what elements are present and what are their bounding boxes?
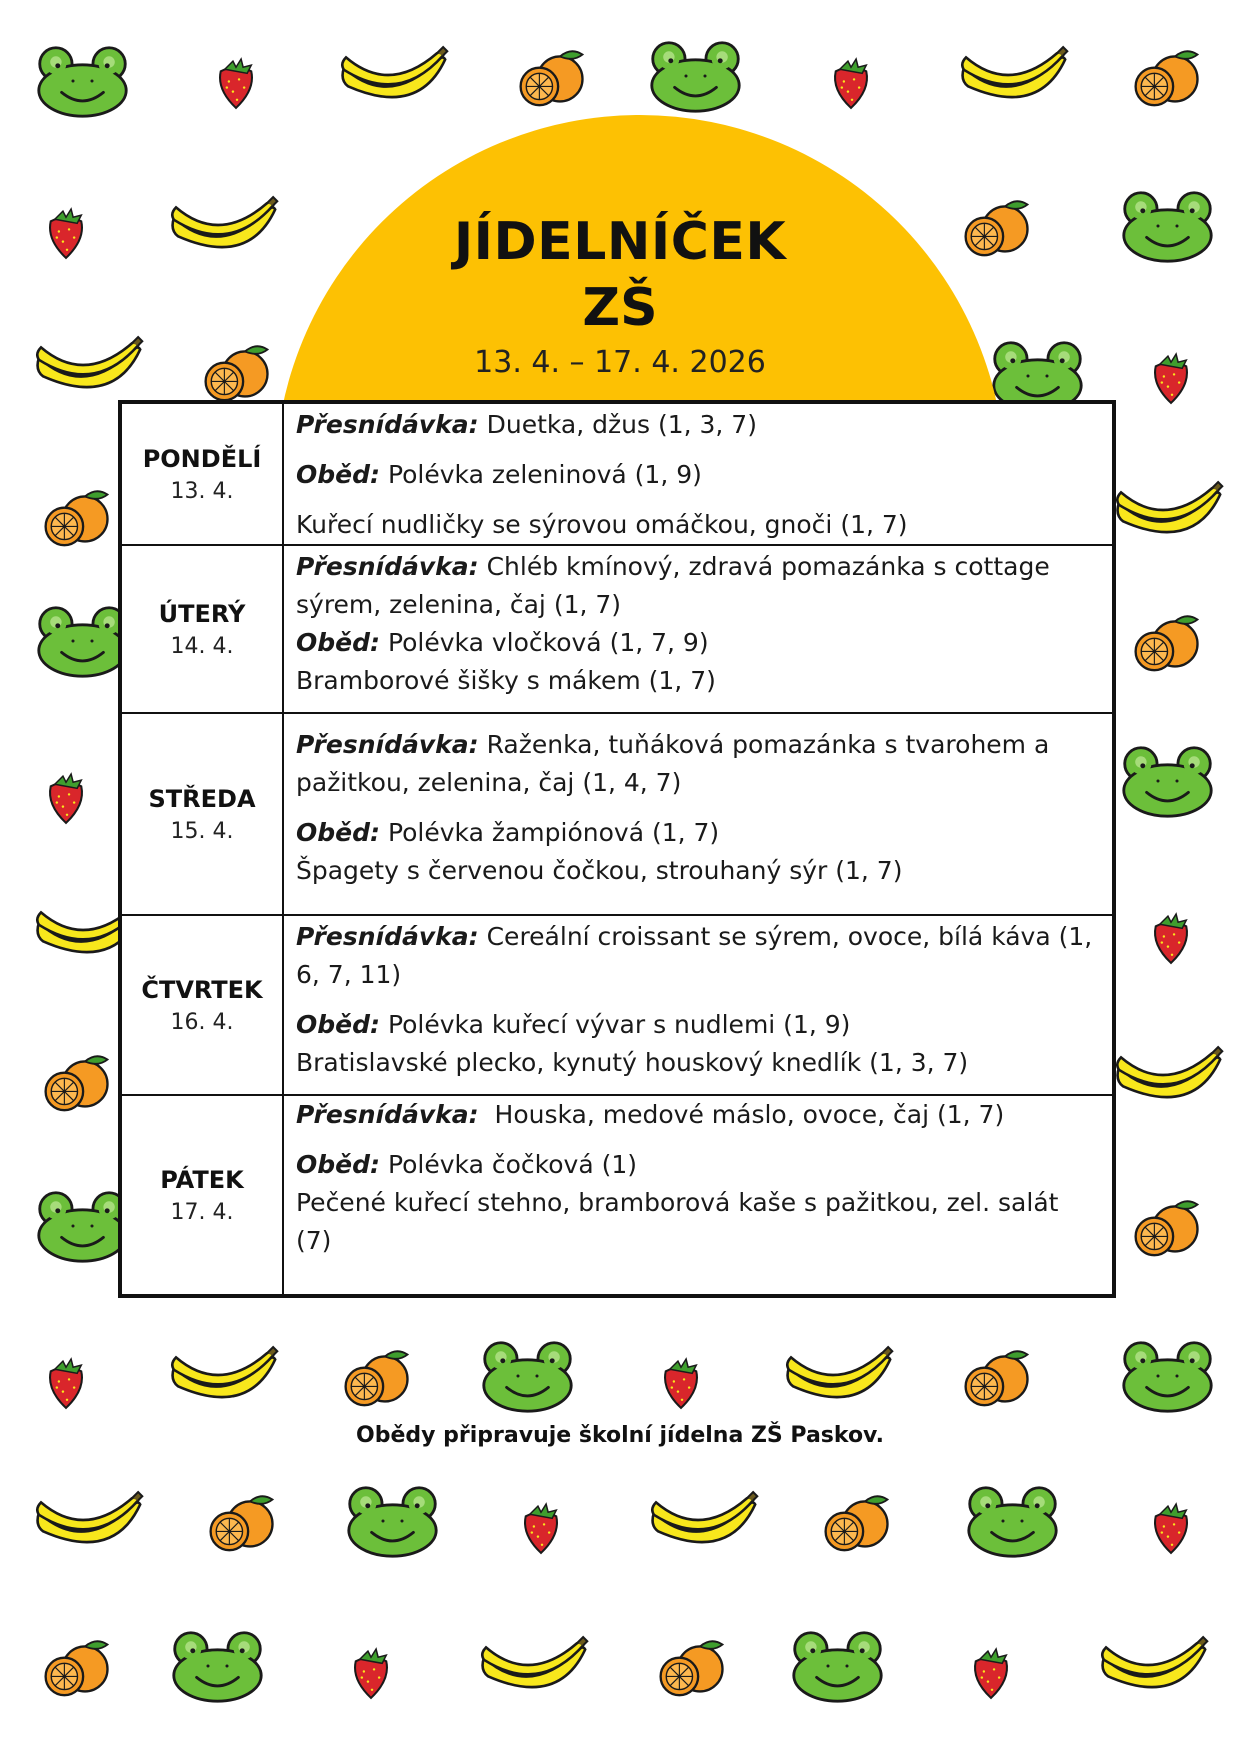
- meal-cell: [296, 1096, 1100, 1260]
- strawberry-icon: [965, 1645, 1017, 1701]
- strawberry-icon: [1145, 1500, 1197, 1556]
- banana-icon: [30, 1490, 145, 1552]
- lunch-line: [296, 1006, 1100, 1044]
- meal-cell: [296, 918, 1100, 1082]
- orange-icon: [340, 1345, 415, 1411]
- banana-icon: [1095, 1635, 1210, 1697]
- meal-cell: [296, 406, 1100, 544]
- main-dish: Bramborové šišky s mákem (1, 7): [296, 666, 716, 695]
- day-date: 14. 4.: [170, 633, 234, 659]
- soup-text: Polévka zeleninová (1, 9): [380, 460, 702, 489]
- snack-line: [296, 548, 1100, 624]
- day-cell: [122, 916, 284, 1094]
- day-name: STŘEDA: [148, 784, 256, 813]
- day-cell: [122, 546, 284, 712]
- main-dish: Kuřecí nudličky se sýrovou omáčkou, gnoči (1, 7): [296, 510, 908, 539]
- banana-icon: [1110, 1045, 1225, 1107]
- lunch-line: [296, 814, 1100, 852]
- snack-text: Cereální croissant se sýrem, ovoce, bílá káva (1, 6, 7, 11): [296, 922, 1093, 989]
- banana-icon: [475, 1635, 590, 1697]
- banana-icon: [955, 45, 1070, 107]
- soup-text: Polévka čočková (1): [380, 1150, 637, 1179]
- lunch-line: [296, 1146, 1100, 1184]
- frog-icon: [345, 1480, 440, 1562]
- banana-icon: [780, 1345, 895, 1407]
- table-row-friday: [122, 1096, 1112, 1294]
- snack-line: [296, 918, 1100, 994]
- meal-cell: [296, 726, 1100, 890]
- main-dish: Pečené kuřecí stehno, bramborová kaše s pažitkou, zel. salát (7): [296, 1188, 1059, 1255]
- lunch-line: [296, 624, 1100, 662]
- day-cell: [122, 404, 284, 544]
- snack-line: [296, 726, 1100, 802]
- day-date: 13. 4.: [170, 478, 234, 504]
- frog-icon: [1120, 740, 1215, 822]
- snack-text: Duetka, džus (1, 3, 7): [478, 410, 757, 439]
- page-subtitle: ZŠ: [582, 278, 658, 338]
- orange-icon: [820, 1490, 895, 1556]
- table-row-monday: [122, 404, 1112, 546]
- date-range: 13. 4. – 17. 4. 2026: [474, 345, 766, 380]
- orange-icon: [40, 1635, 115, 1701]
- soup-text: Polévka vločková (1, 7, 9): [380, 628, 709, 657]
- banana-icon: [165, 1345, 280, 1407]
- footer-note: Obědy připravuje školní jídelna ZŠ Paskov.: [356, 1423, 884, 1448]
- banana-icon: [335, 45, 450, 107]
- frog-icon: [35, 40, 130, 122]
- page-title: JÍDELNÍČEK: [453, 212, 787, 272]
- table-row-tuesday: [122, 546, 1112, 714]
- snack-label: Přesnídávka:: [296, 552, 479, 581]
- frog-icon: [790, 1625, 885, 1707]
- strawberry-icon: [515, 1500, 567, 1556]
- day-date: 15. 4.: [170, 818, 234, 844]
- frog-icon: [648, 35, 743, 117]
- orange-icon: [205, 1490, 280, 1556]
- meal-cell: [296, 548, 1100, 700]
- lunch-label: Oběd:: [296, 1150, 380, 1179]
- soup-text: Polévka kuřecí vývar s nudlemi (1, 9): [380, 1010, 851, 1039]
- day-name: ČTVRTEK: [141, 975, 263, 1004]
- day-name: ÚTERÝ: [158, 599, 246, 628]
- frog-icon: [170, 1625, 265, 1707]
- day-cell: [122, 1096, 284, 1294]
- orange-icon: [960, 1345, 1035, 1411]
- orange-icon: [40, 1050, 115, 1116]
- snack-label: Přesnídávka:: [296, 922, 479, 951]
- snack-label: Přesnídávka:: [296, 410, 479, 439]
- frog-icon: [480, 1335, 575, 1417]
- frog-icon: [35, 1185, 130, 1267]
- orange-icon: [655, 1635, 730, 1701]
- day-name: PÁTEK: [160, 1165, 244, 1194]
- lunch-label: Oběd:: [296, 818, 380, 847]
- snack-line: [296, 1096, 1100, 1134]
- snack-text: Houska, medové máslo, ovoce, čaj (1, 7): [478, 1100, 1005, 1129]
- main-dish: Špagety s červenou čočkou, strouhaný sýr (1, 7): [296, 856, 903, 885]
- lunch-line: [296, 456, 1100, 494]
- snack-line: [296, 406, 1100, 444]
- strawberry-icon: [1145, 910, 1197, 966]
- orange-icon: [1130, 45, 1205, 111]
- lunch-label: Oběd:: [296, 1010, 380, 1039]
- orange-icon: [515, 45, 590, 111]
- strawberry-icon: [345, 1645, 397, 1701]
- frog-icon: [35, 600, 130, 682]
- day-date: 17. 4.: [170, 1199, 234, 1225]
- strawberry-icon: [40, 770, 92, 826]
- snack-text: Raženka, tuňáková pomazánka s tvarohem a pažitkou, zelenina, čaj (1, 4, 7): [296, 730, 1050, 797]
- snack-text: Chléb kmínový, zdravá pomazánka s cottage sýrem, zelenina, čaj (1, 7): [296, 552, 1050, 619]
- day-date: 16. 4.: [170, 1009, 234, 1035]
- lunch-label: Oběd:: [296, 628, 380, 657]
- snack-label: Přesnídávka:: [296, 730, 479, 759]
- table-row-thursday: [122, 916, 1112, 1096]
- lunch-label: Oběd:: [296, 460, 380, 489]
- strawberry-icon: [825, 55, 877, 111]
- frog-icon: [965, 1480, 1060, 1562]
- orange-icon: [40, 485, 115, 551]
- frog-icon: [1120, 1335, 1215, 1417]
- table-row-wednesday: [122, 714, 1112, 916]
- banana-icon: [645, 1490, 760, 1552]
- strawberry-icon: [40, 1355, 92, 1411]
- soup-text: Polévka žampiónová (1, 7): [380, 818, 720, 847]
- day-cell: [122, 714, 284, 914]
- main-dish: Bratislavské plecko, kynutý houskový knedlík (1, 3, 7): [296, 1048, 969, 1077]
- strawberry-icon: [655, 1355, 707, 1411]
- menu-table: [118, 400, 1116, 1298]
- strawberry-icon: [210, 55, 262, 111]
- banana-icon: [1110, 480, 1225, 542]
- orange-icon: [1130, 1195, 1205, 1261]
- snack-label: Přesnídávka:: [296, 1100, 479, 1129]
- orange-icon: [1130, 610, 1205, 676]
- day-name: PONDĚLÍ: [142, 444, 262, 473]
